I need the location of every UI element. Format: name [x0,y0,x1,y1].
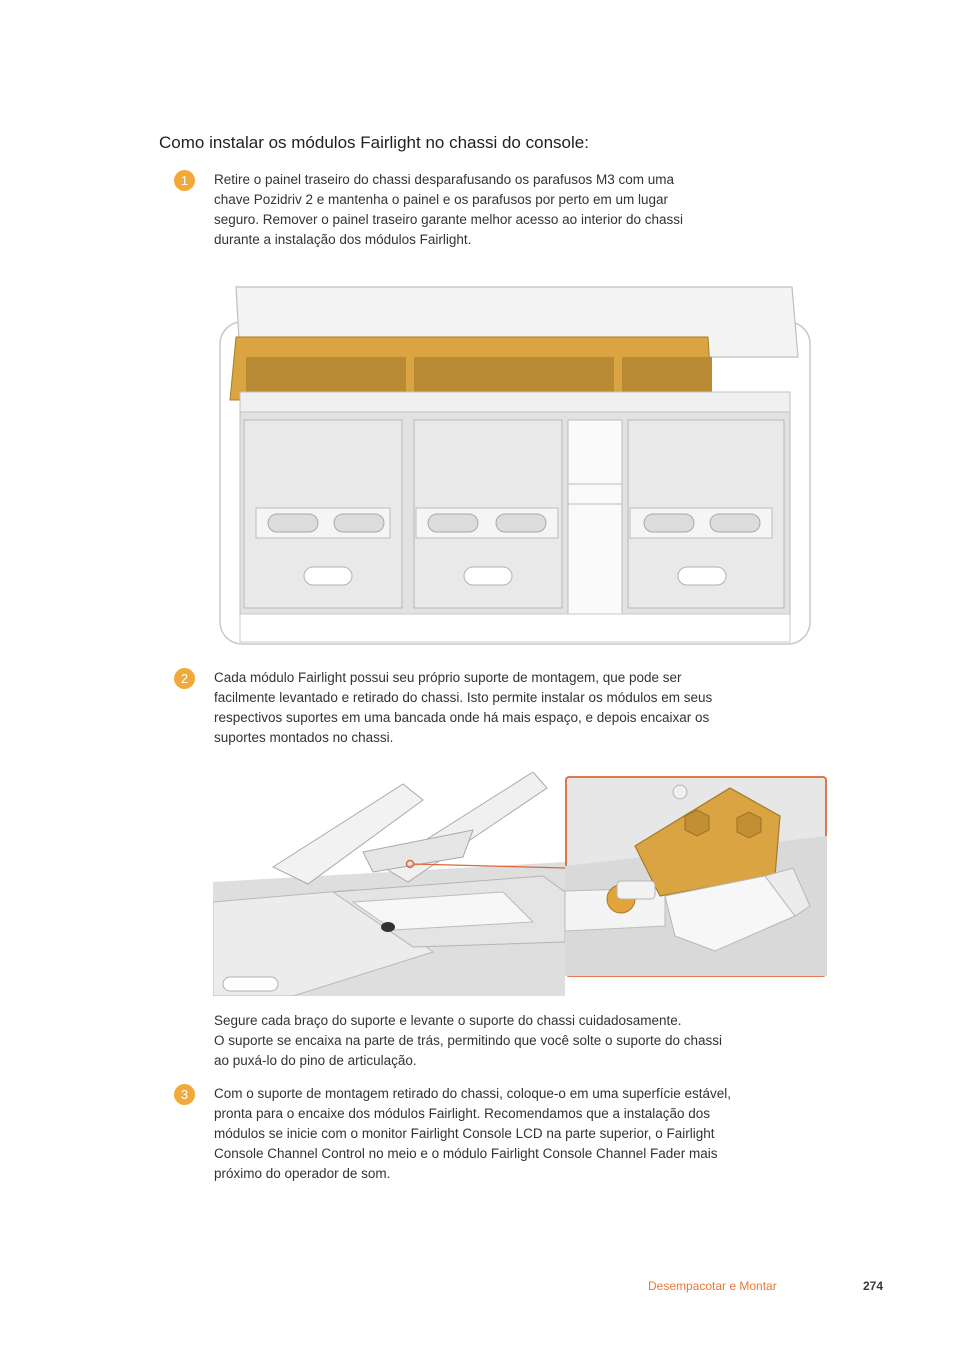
section-heading: Como instalar os módulos Fairlight no chassi do console: [159,133,589,152]
text-line: Com o suporte de montagem retirado do chassi, coloque-o em uma superfície estável, [214,1086,732,1101]
footer-section-title: Desempacotar e Montar [648,1279,777,1293]
step-2-note [214,1011,722,1071]
step-number-badge: 2 [174,668,195,689]
step-2-text [214,668,712,748]
text-line: O suporte se encaixa na parte de trás, permitindo que você solte o suporte do chassi [214,1033,723,1048]
text-line: Console Channel Control no meio e o módulo Fairlight Console Channel Fader mais [214,1146,718,1161]
text-line: durante a instalação dos módulos Fairlight. [214,232,472,247]
pivot-pin-detail-callout [565,776,827,977]
step-3-text [214,1084,731,1184]
text-line: facilmente levantado e retirado do chassi. Isto permite instalar os módulos em seus [214,690,713,705]
text-line: seguro. Remover o painel traseiro garante melhor acesso ao interior do chassi [214,212,683,227]
text-line: módulos se inicie com o monitor Fairlight Console LCD na parte superior, o Fairlight [214,1126,715,1141]
page-number: 274 [863,1279,884,1293]
text-line: chave Pozidriv 2 e mantenha o painel e os parafusos por perto em um lugar [214,192,669,207]
text-line: Retire o painel traseiro do chassi desparafusando os parafusos M3 com uma [214,172,674,187]
bracket-lift-illustration [213,772,565,996]
step-number-badge: 3 [174,1084,195,1105]
text-line: suportes montados no chassi. [214,730,394,745]
text-line: Cada módulo Fairlight possui seu próprio suporte de montagem, que pode ser [214,670,682,685]
step-number-badge: 1 [174,170,195,191]
text-line: respectivos suportes em uma bancada onde há mais espaço, e depois encaixar os [214,710,710,725]
chassis-illustration [218,262,818,650]
step-1-text [214,170,683,250]
text-line: ao puxá-lo do pino de articulação. [214,1053,417,1068]
text-line: próximo do operador de som. [214,1166,391,1181]
text-line: pronta para o encaixe dos módulos Fairlight. Recomendamos que a instalação dos [214,1106,711,1121]
text-line: Segure cada braço do suporte e levante o suporte do chassi cuidadosamente. [214,1013,682,1028]
